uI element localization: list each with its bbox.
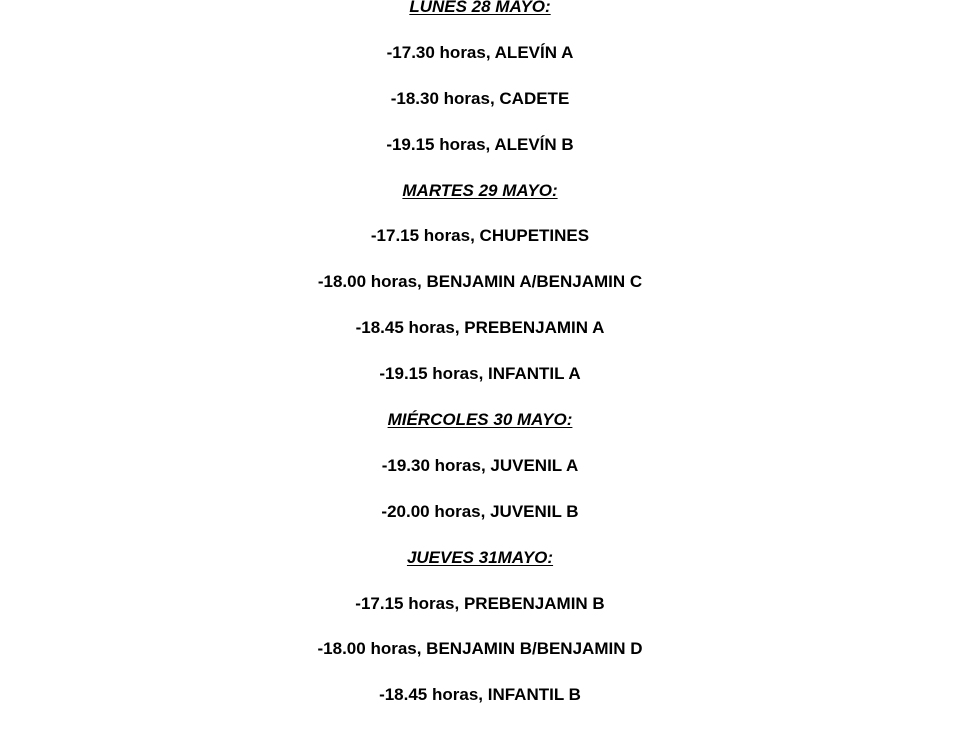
schedule-entry: -17.15 horas, CHUPETINES: [370, 226, 590, 246]
schedule-entry: -18.45 horas, INFANTIL B: [379, 685, 581, 705]
day-heading: MIÉRCOLES 30 MAYO:: [387, 410, 573, 430]
schedule-entry: -17.15 horas, PREBENJAMIN B: [355, 593, 605, 613]
schedule-entry: -19.30 horas, JUVENIL A: [381, 455, 579, 475]
schedule-entry: -20.00 horas, JUVENIL B: [381, 501, 579, 521]
schedule-entry: -19.15 horas, INFANTIL A: [379, 364, 581, 384]
schedule-entry: -17.30 horas, ALEVÍN A: [386, 42, 574, 62]
schedule-entry: -18.30 horas, CADETE: [390, 88, 570, 108]
day-heading: JUEVES 31MAYO:: [406, 547, 554, 567]
day-heading: MARTES 29 MAYO:: [402, 180, 558, 200]
schedule-entry: -18.00 horas, BENJAMIN B/BENJAMIN D: [317, 639, 643, 659]
schedule-entry: -18.00 horas, BENJAMIN A/BENJAMIN C: [317, 272, 643, 292]
schedule-entry: -19.15 horas, ALEVÍN B: [386, 134, 574, 154]
day-heading: LUNES 28 MAYO:: [409, 0, 551, 16]
schedule-entry: -18.45 horas, PREBENJAMIN A: [355, 318, 605, 338]
